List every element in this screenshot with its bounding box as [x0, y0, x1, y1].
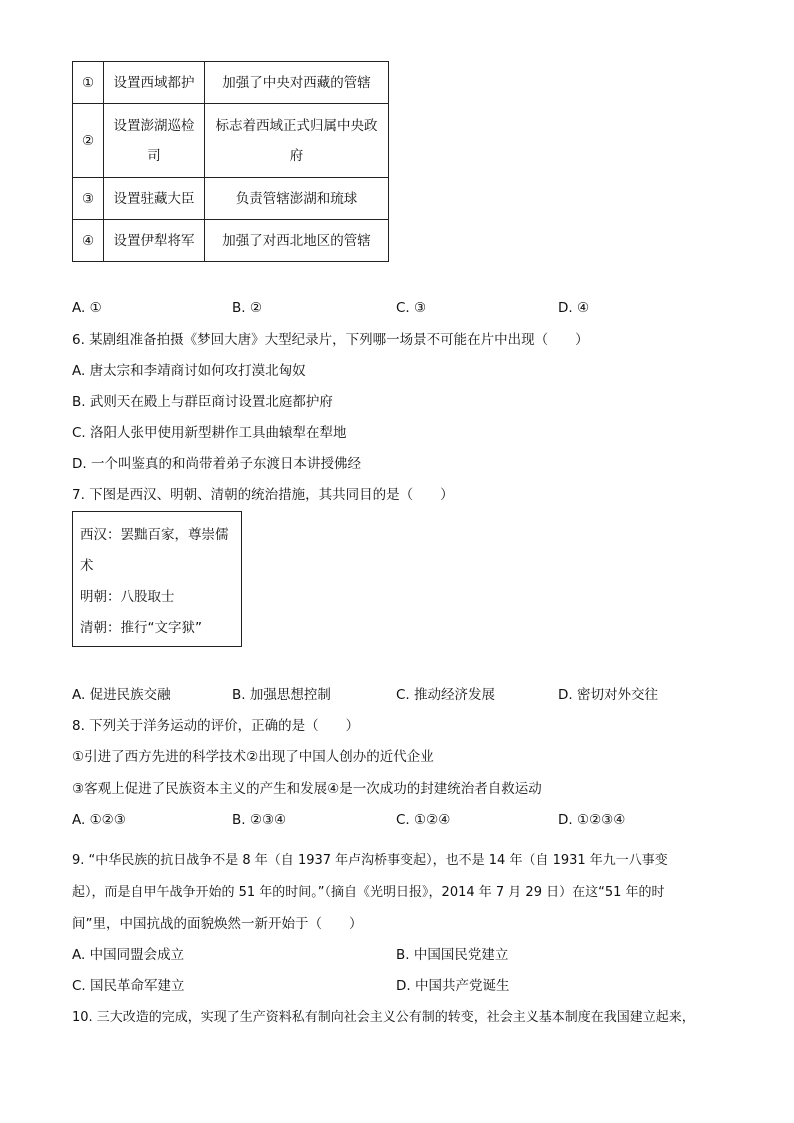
- q7-option-a[interactable]: A. 促进民族交融: [72, 687, 171, 703]
- q7-measures-box: [72, 511, 242, 647]
- q6-option-b[interactable]: B. 武则天在殿上与群臣商讨设置北庭都护府: [72, 394, 333, 410]
- measure-cell: 设置驻藏大臣: [104, 178, 205, 220]
- effect-cell: 加强了中央对西藏的管辖: [205, 62, 389, 104]
- q8-stem: 8. 下列关于洋务运动的评价，正确的是（ ）: [72, 718, 360, 734]
- q8-option-d[interactable]: D. ①②③④: [558, 812, 626, 828]
- q9-option-c[interactable]: C. 国民革命军建立: [72, 978, 185, 994]
- table-row: [73, 178, 389, 220]
- effect-cell: 标志着西域正式归属中央政府: [205, 104, 389, 178]
- q8-option-c[interactable]: C. ①②④: [396, 812, 451, 828]
- q10-stem-line-1: 10. 三大改造的完成，实现了生产资料私有制向社会主义公有制的转变，社会主义基本制度在我国建立起来，: [72, 1010, 695, 1025]
- q6-option-d[interactable]: D. 一个叫鉴真的和尚带着弟子东渡日本讲授佛经: [72, 456, 361, 472]
- q9-option-a[interactable]: A. 中国同盟会成立: [72, 947, 185, 963]
- q6-option-a[interactable]: A. 唐太宗和李靖商讨如何攻打漠北匈奴: [72, 363, 306, 379]
- table-row: [73, 62, 389, 104]
- q7-stem: 7. 下图是西汉、明朝、清朝的统治措施，其共同目的是（ ）: [72, 487, 454, 503]
- row-number: ④: [73, 220, 104, 262]
- q8-option-a[interactable]: A. ①②③: [72, 812, 126, 828]
- q7-option-d[interactable]: D. 密切对外交往: [558, 687, 658, 703]
- row-number: ①: [73, 62, 104, 104]
- q8-option-b[interactable]: B. ②③④: [232, 812, 287, 828]
- q9-option-d[interactable]: D. 中国共产党诞生: [396, 978, 510, 994]
- box-line: 西汉：罢黜百家，尊崇儒: [80, 527, 229, 543]
- measures-table: [72, 61, 389, 262]
- q5-option-c[interactable]: C. ③: [396, 300, 427, 316]
- q8-statement-line-2: ③客观上促进了民族资本主义的产生和发展④是一次成功的封建统治者自救运动: [72, 781, 542, 797]
- q5-option-a[interactable]: A. ①: [72, 300, 102, 316]
- effect-cell: 负责管辖澎湖和琉球: [205, 178, 389, 220]
- box-line: 术: [80, 558, 94, 574]
- q9-stem-line-1: 9. “中华民族的抗日战争不是 8 年（自 1937 年卢沟桥事变起），也不是 14 年（自 1931 年九一八事变: [72, 853, 668, 868]
- box-line: 明朝：八股取士: [80, 589, 175, 605]
- measure-cell: 设置伊犁将军: [104, 220, 205, 262]
- q9-stem-line-3: 间”里，中国抗战的面貌焕然一新开始于（ ）: [72, 916, 363, 932]
- row-number: ②: [73, 104, 104, 178]
- q7-option-b[interactable]: B. 加强思想控制: [232, 687, 331, 703]
- q9-option-b[interactable]: B. 中国国民党建立: [396, 947, 509, 963]
- measure-cell: 设置西域都护: [104, 62, 205, 104]
- q5-option-d[interactable]: D. ④: [558, 300, 590, 316]
- q6-stem: 6. 某剧组准备拍摄《梦回大唐》大型纪录片，下列哪一场景不可能在片中出现（ ）: [72, 332, 589, 348]
- q8-statement-line-1: ①引进了西方先进的科学技术②出现了中国人创办的近代企业: [72, 749, 434, 765]
- row-number: ③: [73, 178, 104, 220]
- effect-cell: 加强了对西北地区的管辖: [205, 220, 389, 262]
- q6-option-c[interactable]: C. 洛阳人张甲使用新型耕作工具曲辕犁在犁地: [72, 425, 347, 441]
- box-line: 清朝：推行“文字狱”: [80, 620, 202, 636]
- measure-cell: 设置澎湖巡检司: [104, 104, 205, 178]
- q7-option-c[interactable]: C. 推动经济发展: [396, 687, 496, 703]
- q9-stem-line-2: 起），而是自甲午战争开始的 51 年的时间。”（摘自《光明日报》，2014 年 7 月 29 日）在这“51 年的时: [72, 885, 665, 900]
- q5-option-b[interactable]: B. ②: [232, 300, 262, 316]
- table-row: [73, 104, 389, 178]
- table-row: [73, 220, 389, 262]
